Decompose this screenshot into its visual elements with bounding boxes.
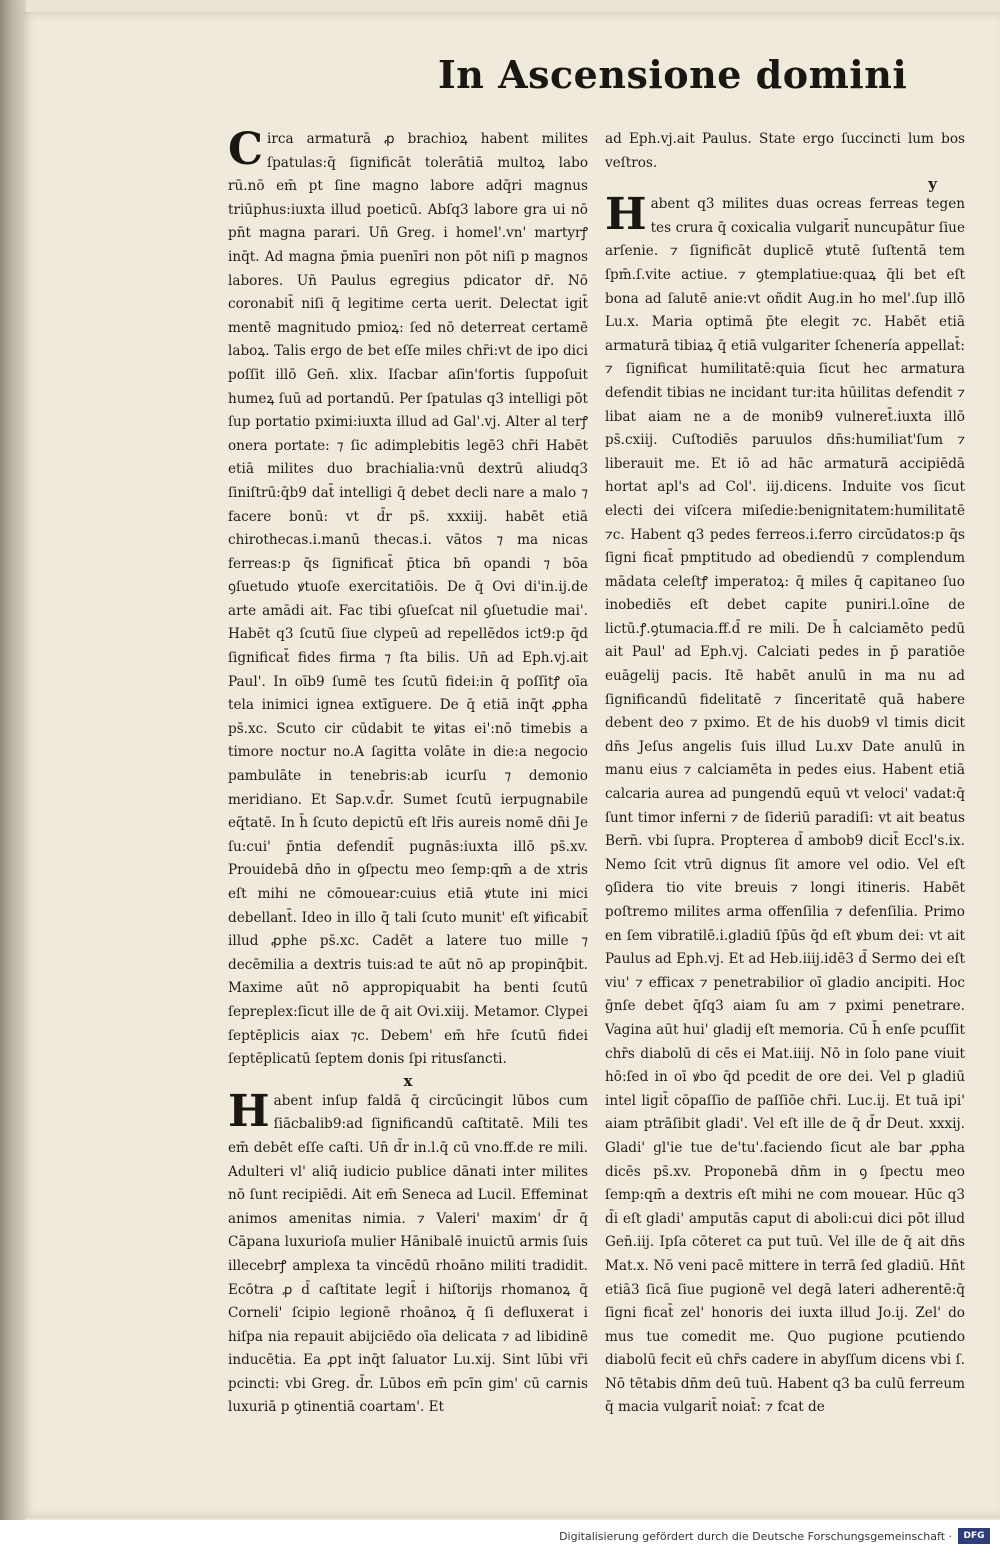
paragraph-text: abent q3 milites duas ocreas ferreas tegen tes crura q̄ coxicalia vulgarit̄ nuncupātur ſiue arſenie. ⁊ ſignificāt duplicē ꝟtutē ſuſtentā tem ſpm̄.ſ.vite actiue. ⁊ ꝯtemplatiue:quaꝝ q̄li bet eſt bona ad ſalutē anie:vt oñdit Aug.in ho mel'.ſup illō Lu.x. Maria optimā p̄te elegit ⁊c. Habēt etiā armaturā tibiaꝝ q̄ etiā vulgariter ſchenería appellat̄: ⁊ ſignificat humilitatē:quia ſicut hec armatura defendit tibias ne incidant tur:ita hūilitas defendit ⁊ libat aiam ne a de monib9 vulneret̄.iuxta illō ps̄.cxiij. Cuſtodiēs paruulos dn̄s:humiliat'ſum ⁊ liberauit me. Et iō ad hāc armaturā accipiēdā hortat apl's ad Col'. iij.dicens. Induite vos ſicut electi dei viſcera miſedie:benignitatem:humilitatē ⁊c. Habent q3 pedes ferreos.i.ferro circūdatos:p q̄s ſigni ficat̄ pmptitudo ad obediendū ⁊ complendum mādata celeſtꝭ imperatoꝝ: q̄ miles q̄ capitaneo ſuo inobediēs eſt debet capite puniri.l.oīne de lictū.ꝭ.ꝯtumacia.ff.d̄ re mili. De h̄ calciamēto pedū ait Paul' ad Eph.vj. Calciati pedes in p̄ paratiōe euāgelij pacis. Itē habēt anulū in ma nu ad ſignificandū fidelitatē ⁊ ſinceritatē quā habere debent deo ⁊ pximo. Et de his duob9 vl timis dicit dn̄s Jeſus angelis ſuis illud Lu.xv Date anulū in manu eius ⁊ calciamēta in pedes eius. Habent etiā calcaria aurea ad pungendū equū vt veloci' vadat:q̄ ſunt timor inferni ⁊ de ſideriū paradiſi: vt ait beatus Bern̄. vbi ſupra. Propterea d̄ ambob9 dicit̄ Eccl's.ix. Nemo ſcit vtrū dignus ſit amore vel odio. Vel eſt ꝯſidera tio vite breuis ⁊ longi itineris. Habēt poſtremo milites arma offenſilia ⁊ defenſilia. Primo en ſem vibratilē.i.gladiū ſp̄ūs q̄d eſt ꝟbum dei: vt ait Paulus ad Eph.vj. Et ad Heb.iiij.idē3 d̄ Sermo dei eſt viu' ⁊ efficax ⁊ penetrabilior oī gladio ancipiti. Hoc ḡnſe debet q̄ſq3 aiam ſu am ⁊ pximi penetrare. Vagina aūt hui' gladij eſt memoria. Cū h̄ enſe pcuſſit chr̄s diabolū di cēs ei Mat.iiij. Nō in ſolo pane viuit hō:ſed in oī ꝟbo q̄d pcedit de ore dei. Vel p gladiū intel ligit̄ cōpaſſio de paſſiōe chr̄i. Luc.ij. Et tuā ipi' aiam ptrāſibit gladi'. Vel eſt ille de q̄ d̄r Deut. xxxij. Gladi' gl'ie tue de'tu'.faciendo ſicut ale bar ꝓpha dicēs ps̄.xv. Proponebā dn̄m in ꝯ ſpectu meo ſemp:qm̄ a dextris eſt mihi ne com mouear. Hūc q3 d̄i eſt gladi' amputās caput di aboli:cui dici pōt illud Gen̄.iij. Ipſa cōteret ca put tuū. Vel ille de q̄ ait dn̄s Mat.x. Nō veni pacē mittere in terrā ſed gladiū. Hn̄t etiā3 ſicā ſiue pugionē vel degā lateri adherentē:q̄ ſigni ficat̄ zel' honoris dei iuxta illud Jo.ij. Zel' do mus tue comedit me. Quo pugione pcutiendo diabolū fecit eū chr̄s cadere in abyſſum dicens vbi ſ. Nō tētabis dn̄m deū tuū. Habent q3 ba culū ferreum q̄ macia vulgarit̄ noiat̄: ⁊ fcat de [605,196,965,1416]
running-head: In Ascensione domini [438,52,908,97]
funding-credit: Digitalisierung gefördert durch die Deutsche Forschungsgemeinschaft · [559,1530,952,1543]
paragraph [228,1085,588,1420]
section-marker: x [403,1071,413,1090]
paragraph [228,124,588,1072]
drop-cap: H [228,1085,270,1137]
left-column [228,124,588,1420]
drop-cap: H [605,189,647,241]
paragraph-text: ad Eph.vj.ait Paulus. State ergo ſuccincti lum bos veſtros. [605,131,965,171]
dfg-logo-icon: DFG [958,1528,990,1544]
drop-cap: C [228,124,264,175]
paragraph-text: irca armaturā ꝓ brachioꝝ habent milites ſpatulas:q̄ ſignificāt tolerātiā multoꝝ labo rū.nō em̄ pt ſine magno labore adq̄ri magnus triūphus:iuxta illud poeticū. Abſq3 labore gra ui nō pn̄t magna parari. Un̄ Greg. i homel'.vn' martyrꝭ inq̄t. Ad magna p̄mia puenīri non pōt niſi p magnos labores. Un̄ Paulus egregius pdicator dr̄. Nō coronabit̄ niſi q̄ legitime certa uerit. Delectat igit̄ mentē magnitudo pmioꝝ: ſed nō deterreat certamē laboꝝ. Talis ergo de bet eſſe miles chr̄i:vt de ipo dici poſſit illō Gen̄. xlix. Iſacbar aſin'fortis ſuppoſuit humeꝝ ſuū ad portandū. Per ſpatulas q3 intelligi pōt ſup portatio pximi:iuxta illud ad Gal'.vj. Alter al terꝭ onera portate: ⁊ ſic adimplebitis legē3 chr̄i Habēt etiā milites duo brachialia:vnū dextrū aliudq3 ſiniſtrū:q̄b9 dat̄ intelligi q̄ debet decli nare a malo ⁊ facere bonū: vt d̄r ps̄. xxxiij. habēt etiā chirothecas.i.manū thecas.i. vātos ⁊ ma nicas ferreas:p q̄s ſignificat̄ p̄tica bn̄ opandi ⁊ bōa ꝯſuetudo ꝟtuoſe exercitatiōis. De q̄ Ovi di'in.ij.de arte amādi ait. Fac tibi ꝯſueſcat nil ꝯſuetudie mai'. Habēt q3 ſcutū ſiue clypeū ad repellēdos ict9:p q̄d ſignificat̄ fides firma ⁊ ſta bilis. Un̄ ad Eph.vj.ait Paul'. In oīb9 ſumē tes ſcutū fidei:in q̄ poſſitꝭ oīa tela inimici ignea extīguere. De q̄ etiā inq̄t ꝓpha ps̄.xc. Scuto cir cūdabit te ꝟitas ei':nō timebis a timore noctur no.A ſagitta volāte in die:a negocio pambulāte in tenebris:ab icurſu ⁊ demonio meridiano. Et Sap.v.d̄r. Sumet ſcutū ierpugnabile eq̄tatē. In h̄ ſcuto depictū eſt lr̄is aureis nomē dn̄i Je ſu:cui' p̄ntia defendit̄ pugnās:iuxta illō ps̄.xv. Prouidebā dn̄o in ꝯſpectu meo ſemp:qm̄ a de xtris eſt mihi ne cōmouear:cuius etiā ꝟtute ini mici debellant̄. Ideo in illo q̄ tali ſcuto munit' eſt ꝟificabit̄ illud ꝓphe ps̄.xc. Cadēt a latere tuo mille ⁊ decēmilia a dextris tuis:ad te aūt nō ap propinq̄bit. Maxime aūt nō appropiquabit ha benti ſcutū ſepreplex:ſicut ille de q̄ ait Ovi.xiij. Metamor. Clypei ſeptēplicis aiax ⁊c. Debem' em̄ hr̄e ſcutū fidei ſeptēplicatū ſeptem donis ſpi ritusſancti. [228,131,588,1068]
footer-bar [0,1520,1000,1553]
paragraph [605,189,965,1420]
paragraph [605,128,965,175]
paragraph-text: abent inſup faldā q̄ circūcingit lūbos cum ſiācbalib9:ad ſignificandū caſtitatē. Mili tes em̄ debēt eſſe caſti. Un̄ d̄r in.l.q̄ cū vno.ff.de re mili. Adulteri vl' aliq̄ iudicio publice dānati inter milites nō ſunt recipiēdi. Ait em̄ Seneca ad Lucil. Effeminat animos amenitas nimia. ⁊ Valeri' maxim' d̄r q̄ Cāpana luxurioſa mulier Hānibalē inuictū armis ſuis illecebrꝭ amplexa ta vincēdū rhoāno militi tradidit. Ecōtra ꝓ d̄ caſtitate legit̄ i hiſtorijs rhomanoꝝ q̄ Corneli' ſcipio legionē rhoānoꝝ q̄ ſi defluxerat i hiſpa nia repauit abijciēdo oīa delicata ⁊ ad libidinē inducētia. Ea ꝓpt inq̄t ſaluator Lu.xij. Sint lūbi vr̄i pcincti: vbi Greg. d̄r. Lūbos em̄ pcīn gim' cū carnis luxuriā p ꝯtinentiā coartam'. Et [228,1092,588,1416]
right-column [605,128,965,1420]
section-marker: y [928,175,937,194]
